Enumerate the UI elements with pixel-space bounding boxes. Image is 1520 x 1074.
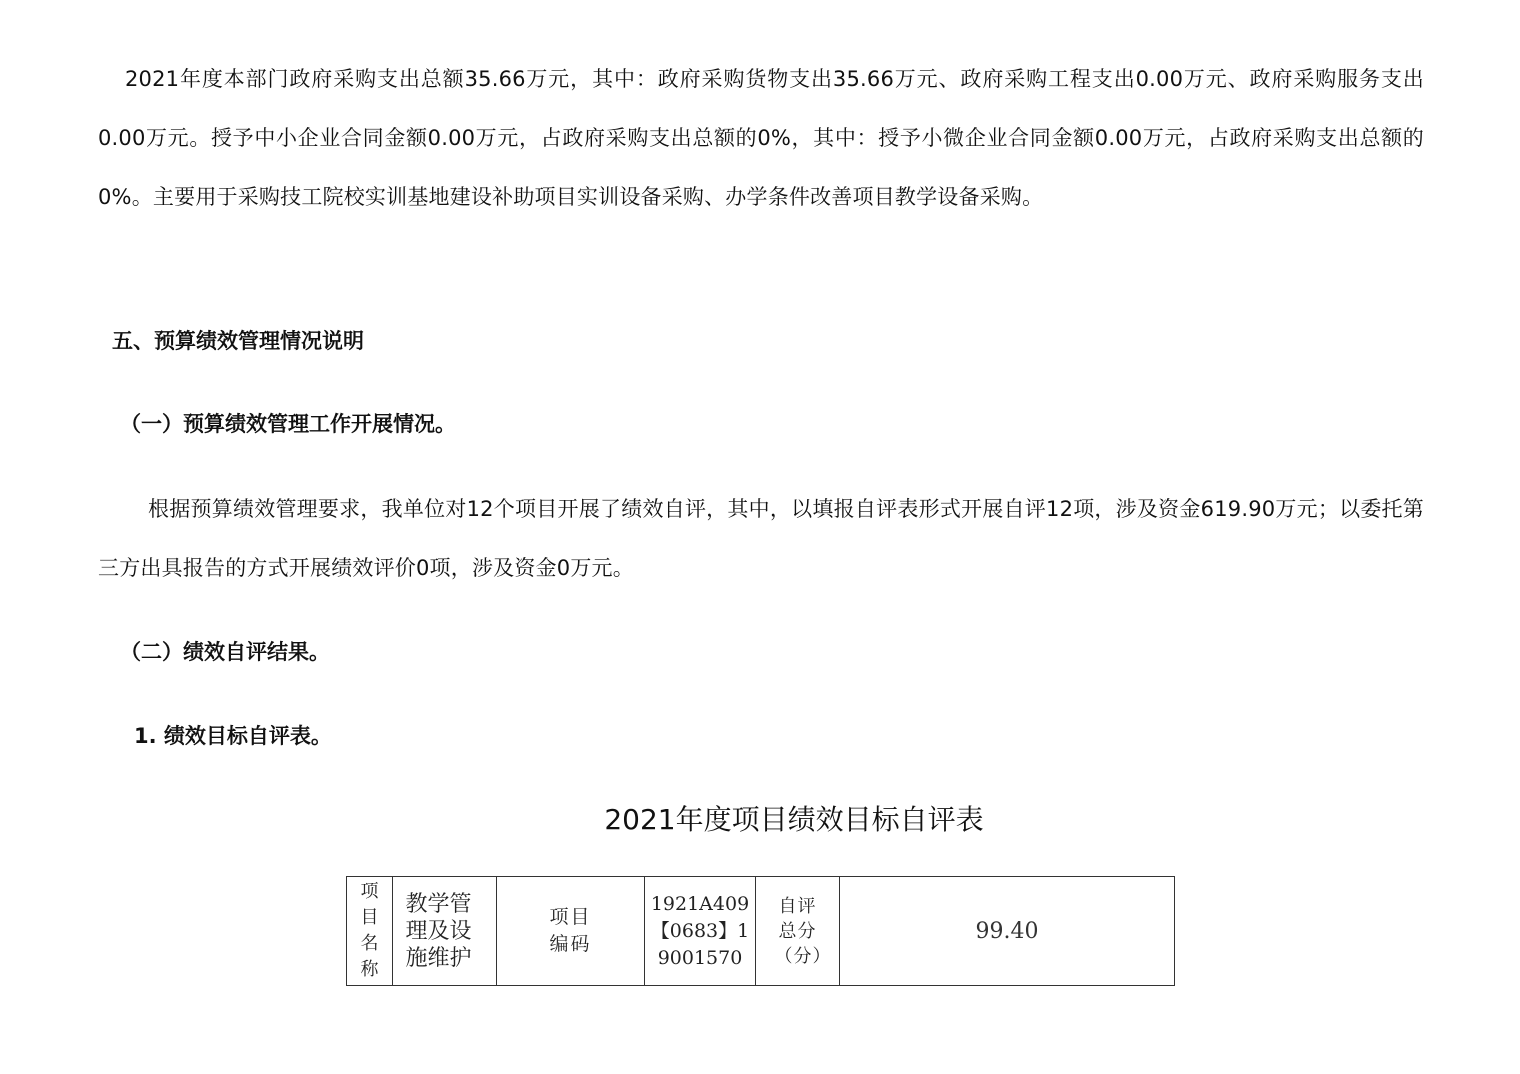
table-row	[347, 877, 1175, 986]
project-name-label-cell	[347, 877, 393, 986]
subsection-one-heading: （一）预算绩效管理工作开展情况。	[120, 412, 456, 436]
project-code-value: 1921A409【0683】19001570	[650, 892, 750, 969]
score-value: 99.40	[975, 918, 1039, 944]
self-evaluation-paragraph: 根据预算绩效管理要求，我单位对12个项目开展了绩效自评，其中，以填报自评表形式开展自评12项，涉及资金619.90万元；以委托第三方出具报告的方式开展绩效评价0项，涉及资金0万元。	[98, 497, 1424, 580]
project-code-label-cell	[497, 877, 645, 986]
section-five-heading: 五、预算绩效管理情况说明	[112, 329, 364, 353]
score-label-cell	[756, 877, 840, 986]
table-title: 2021年度项目绩效目标自评表	[604, 803, 984, 836]
procurement-paragraph: 2021年度本部门政府采购支出总额35.66万元，其中：政府采购货物支出35.66万元、政府采购工程支出0.00万元、政府采购服务支出0.00万元。授予中小企业合同金额0.00万元，占政府采购支出总额的0%，其中：授予小微企业合同金额0.00万元，占政府采购支出总额的0%。主要用于采购技工院校实训基地建设补助项目实训设备采购、办学条件改善项目教学设备采购。	[98, 67, 1424, 209]
project-code-value-cell	[645, 877, 756, 986]
project-name-value: 教学管理及设施维护	[405, 891, 472, 971]
project-name-label: 项目名称	[360, 881, 379, 980]
score-label: 自评总分（分）	[774, 895, 832, 967]
subsection-two-heading: （二）绩效自评结果。	[120, 640, 330, 664]
evaluation-table	[346, 876, 1175, 986]
project-code-label: 项目编码	[549, 906, 592, 955]
item-one-heading: 1. 绩效目标自评表。	[134, 724, 332, 748]
score-value-cell	[840, 877, 1175, 986]
project-name-value-cell	[393, 877, 497, 986]
